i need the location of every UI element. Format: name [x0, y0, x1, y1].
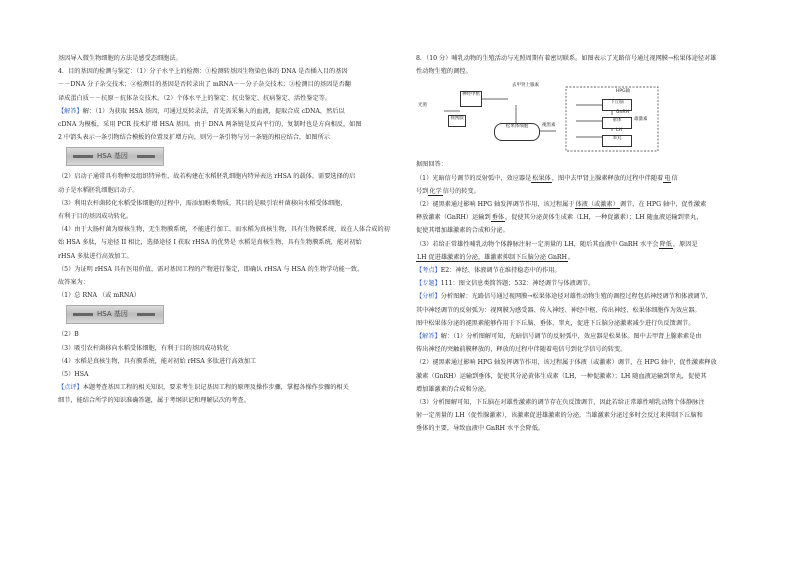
review-paragraph: 【点评】本题考查基因工程的相关知识，要求考生识记基因工程的原理及操作步骤，掌握各操作步骤的相关: [58, 384, 349, 392]
question-line: 8．（10 分）哺乳动物的生殖活动与光照周期有着密切联系。如图表示了光路信号通过视网膜→松果体途径对雄: [416, 55, 717, 62]
text-line: 2 中箭头表示一条引物结合模板的位置及扩增方向，则另一条引物与另一条链的相应结合，如图所示: [58, 134, 330, 142]
text-line: （4）由于大肠杆菌为原核生物，无生物膜系统，不能进行加工，而水稻为真核生物，具有生物膜系统，故在人体合成的初: [58, 226, 390, 234]
retina-box: 视网膜: [448, 115, 466, 127]
text-line: 其中神经调节的反射弧为：视网膜为感受器、传入神经、神经中枢、传出神经、松果体细胞作为效应器。: [416, 306, 701, 314]
lh-label: LH: [616, 128, 622, 134]
answer-blank: 体液（或激素）: [575, 201, 619, 209]
text-line: （4）水稻是真核生物，具有膜系统，能对初始 rHSA 多肽进行高效加工: [58, 357, 257, 365]
kp-tag: 【考点】: [416, 267, 441, 275]
primer-band: [73, 155, 93, 158]
solution-line: 【解答】解：（1）分析图解可知，光暗信号调节的反射弧中，效应器是松果体。图中去甲肾上腺素素是由: [416, 333, 702, 341]
text-line: cDNA 为模板，采用 PCR 技术扩增 HSA 基因。由于 DNA 两条链是反向平行的，复制时也是方向相反，如图: [58, 121, 362, 129]
answer-blank: 电: [664, 174, 671, 182]
gnrh-label: GnRH: [616, 110, 629, 116]
text-line: 激素（GnRH）运输到垂体，促使其分泌黄体生成素（LH，一种促激素）；LH 随血液运输到睾丸，促使其: [416, 372, 707, 380]
text-line: （5）为证明 rHSA 具有医用价值，需对基因工程的产物进行鉴定，即确认 rHSA 与 HSA 的生物学功能一致。: [58, 265, 364, 273]
text-line: 有利于目的基因成功转化。: [58, 213, 133, 221]
norepinephrine-label: 去甲肾上腺素: [512, 83, 539, 89]
text-line: 增加雄激素的合成和分泌。: [416, 385, 491, 393]
text-line: （2）褪黑素通过影响 HPG 轴发挥调节作用，该过程属于体液（或激素）调节，在 HPG 轴中，促性激素释放: [416, 359, 717, 367]
hypothalamus-box: 下丘脑: [602, 99, 632, 111]
text-line: 基因导入微生物细胞的方法是感受态细胞法。: [58, 55, 182, 62]
text-line: 细节，能结合所学的知识准确答题，属于考纲识记和理解层次的考查。: [58, 397, 250, 405]
answer-blank: 化学: [429, 187, 442, 195]
primer-band: [137, 155, 155, 158]
left-column: [58, 52, 392, 408]
analysis-tag: 【分析】: [416, 293, 441, 301]
text-line: 传出神经的突触前膜释放的，释放的过程中伴随着电信号到化学信号的转变。: [416, 346, 627, 354]
answer-tag: 【解答】: [58, 107, 83, 115]
text-line: 垂体的主要，导致血液中 GnRH 水平会降低。: [416, 425, 545, 433]
analysis-line: 【分析】分析图解：光路信号通过视网膜→松果体途径对雄性动物生殖的调控过程包括神经调节和体液调节，: [416, 293, 712, 301]
text-line: 射一定剂量的 LH（促性腺激素），该激素促进雄激素的分泌，当雄激素分泌过多时会反过来抑制下丘脑和: [416, 412, 703, 420]
q3-line: （3）若给正常雄性哺乳动物个体静脉注射一定剂量的 LH，随后其血液中 GnRH 水平会降低，原因是: [416, 240, 698, 248]
figure-label: HSA 基因: [97, 310, 128, 319]
knowledge-point: 【考点】E2：神经、体液调节在维持稳态中的作用。: [416, 267, 561, 275]
q2-line: （2）褪黑素通过影响 HPG 轴发挥调节作用，该过程属于体液（或激素）调节，在 HPG 轴中，促性激素: [416, 201, 707, 209]
text-line: 故答案为：: [58, 279, 89, 287]
pituitary-box: 垂体: [602, 117, 632, 129]
text-line: （1）总 RNA （或 mRNA）: [58, 292, 140, 300]
text-line: 图中松果体分泌的褪黑素能够作用于下丘脑、垂体、睾丸，促进下丘脑分泌激素减少进行负反馈调节。: [416, 319, 695, 327]
testis-box: 睾丸: [602, 135, 632, 147]
text-line: （3）吸引农杆菌移向水稻受体细胞，有利于目的基因成功转化: [58, 344, 229, 352]
primer-band: [73, 313, 93, 316]
answer-blank: 松果体: [532, 174, 551, 182]
hormone-label: 雄激素: [634, 117, 648, 123]
hsa-gene-primer-figure: [66, 147, 164, 166]
q1-line: （1）光暗信号调节的反射弧中，效应器是松果体，图中去甲肾上腺素释放的过程中伴随着电信: [416, 174, 678, 182]
hsa-gene-answer-figure: [66, 305, 164, 324]
figure-label: HSA 基因: [97, 152, 128, 161]
text-line: 译成蛋白质－－抗原－抗体杂交技术。（2）个体水平上的鉴定：抗虫鉴定、抗病鉴定、活性鉴定等。: [58, 94, 332, 102]
center-box: 神经中枢: [460, 91, 482, 107]
review-tag: 【点评】: [58, 384, 83, 392]
topic-tag: 【专题】: [416, 280, 441, 288]
text-line: （3）分析图解可知，下丘脑在对雄性激素的调节存在负反馈调节，因此若给正常雄性哺乳动物个体静脉注: [416, 399, 705, 407]
answer-blank: LH 促进雄激素的分泌，雄激素抑制下丘脑分泌 GnRH: [417, 253, 567, 261]
answer-blank: 垂体: [491, 214, 505, 222]
text-line: （2）B: [58, 331, 79, 339]
q2-line: 释放激素（GnRH）运输到垂体，促使其分泌黄体生成素（LH，一种促激素）；LH 随血液运输到睾丸，: [416, 214, 703, 222]
text-line: 动子是水稻胚乳细胞启动子。: [58, 186, 139, 194]
light-label: 光照: [418, 103, 427, 109]
text-line: rHSA 多肽进行高效加工。: [58, 252, 133, 260]
q1-line: 号到化学信号的转变。: [416, 187, 480, 195]
pineal-box: 松果体细胞: [494, 123, 540, 141]
text-line: －－DNA 分子杂交技术；②检测目的基因是否转录出了 mRNA－－分子杂交技术；③检测目的基因是否翻: [58, 81, 351, 89]
ask-line: 据图回答：: [416, 161, 447, 169]
text-line: （3）利用农杆菌转化水稻受体细胞的过程中，需添加酚类物质，其目的是吸引农杆菌移向水稻受体细胞，: [58, 199, 347, 207]
text-line: （2）启动子通常具有物种及组织特异性，故若构建在水稻胚乳细胞内特异表达 rHSA 的载体，需要选择的启: [58, 173, 356, 181]
text-line: （5）HSA: [58, 371, 89, 379]
topic-line: 【专题】111：图文信息类简答题；532：神经调节与体液调节。: [416, 280, 595, 288]
q3-line: LH 促进雄激素的分泌，雄激素抑制下丘脑分泌 GnRH。: [417, 253, 575, 261]
answer-paragraph: 【解答】解：（1）为获取 HSA 基因，可通过反转录法，首先需采集人的血液，提取合成 cDNA，然后以: [58, 107, 345, 115]
answer-blank: 降低: [659, 240, 672, 248]
hpg-axis-diagram: [416, 81, 750, 153]
right-column: [416, 52, 750, 436]
text-line: 4．目的基因的检测与鉴定：（1）分子水平上的检测：①检测转基因生物染色体的 DNA 是否插入目的基因: [58, 68, 348, 76]
q2-line: 促使其增加雄激素的合成和分泌。: [416, 227, 509, 235]
text-line: 始 HSA 多肽，与途径 II 相比，选择途径 I 获取 rHSA 的优势是 水稻是真核生物，具有生物膜系统，能对初始: [58, 239, 362, 247]
primer-band: [137, 313, 155, 316]
solution-tag: 【解答】: [416, 333, 441, 341]
melatonin-label: 褪黑素: [542, 123, 556, 129]
hpg-label: HPG轴: [616, 89, 631, 95]
question-line: 性动物生殖的调控。: [416, 68, 472, 76]
